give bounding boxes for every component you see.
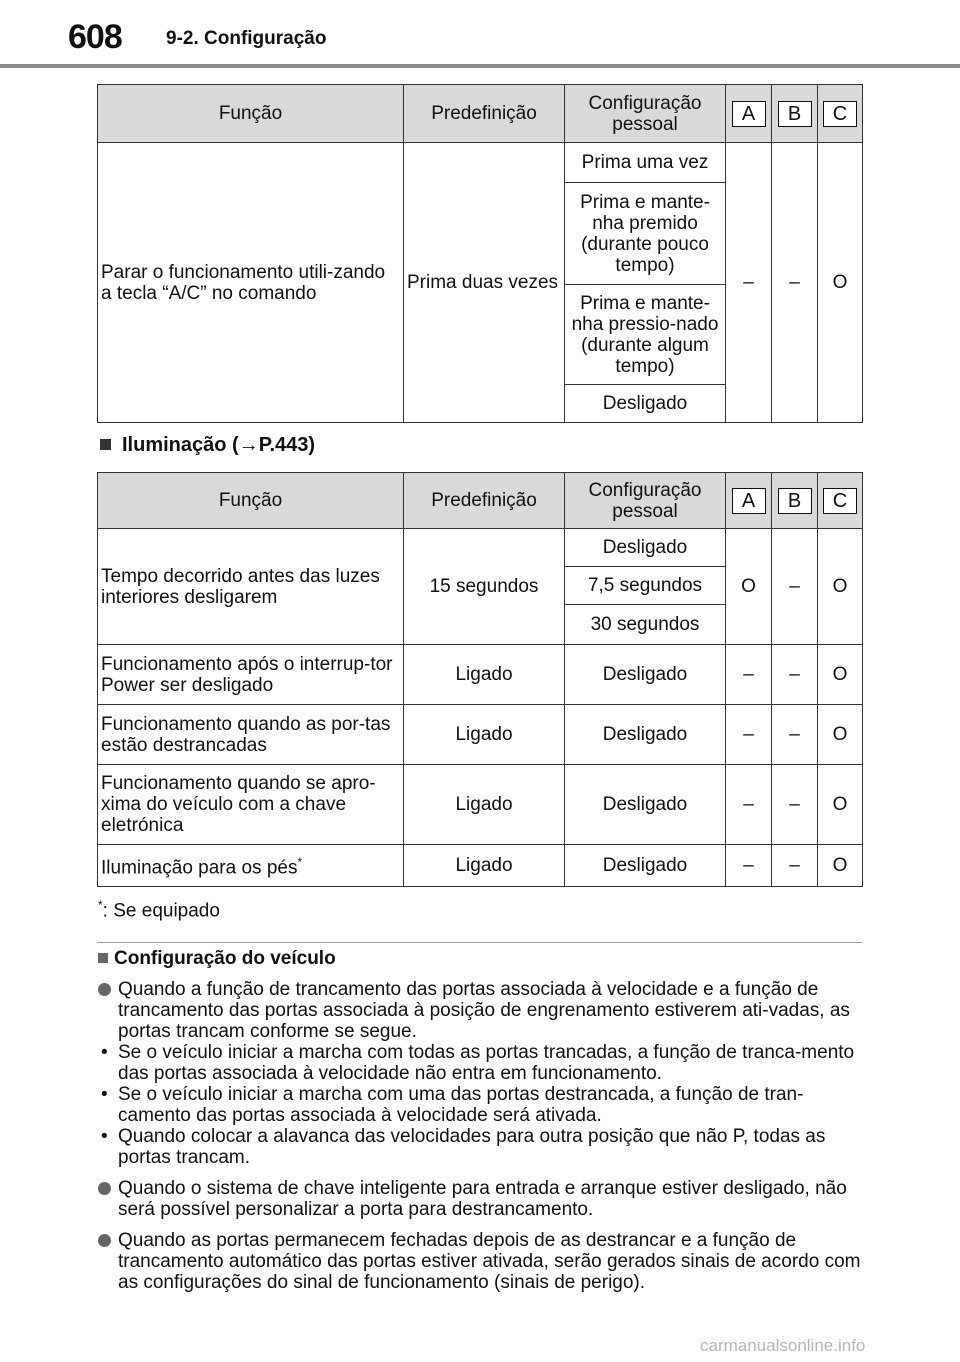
header-config: Configuração pessoal	[565, 85, 726, 143]
cell-a: –	[726, 645, 772, 705]
header-b: B	[772, 473, 818, 529]
header-funcao: Função	[98, 85, 404, 143]
chapter-title: 9-2. Configuração	[166, 28, 327, 49]
header-a: A	[726, 473, 772, 529]
cell-c: O	[818, 845, 863, 887]
cell-option: 30 segundos	[565, 605, 726, 645]
cell-predefinicao: Ligado	[404, 645, 565, 705]
cell-b: –	[772, 845, 818, 887]
cell-option: 7,5 segundos	[565, 567, 726, 605]
cell-option: Prima e mante-nha pressio-nado (durante algum tempo)	[565, 285, 726, 385]
page-header	[0, 0, 960, 66]
cell-a: O	[726, 529, 772, 645]
cell-predefinicao: Ligado	[404, 765, 565, 845]
header-funcao: Função	[98, 473, 404, 529]
sub-item: • Quando colocar a alavanca das velocidades para outra posição que não P, todas as portas trancam.	[101, 1126, 826, 1168]
page-number: 608	[68, 18, 122, 56]
sub-item: • Se o veículo iniciar a marcha com uma das portas destrancada, a função de tran-camento das portas associada à velocidade será ativada.	[101, 1084, 804, 1126]
cell-config: Desligado	[565, 845, 726, 887]
cell-funcao: Funcionamento quando se apro-xima do veículo com a chave eletrónica	[98, 765, 404, 845]
cell-predefinicao: Prima duas vezes	[404, 143, 565, 423]
cell-option: Prima e mante-nha premido (durante pouco tempo)	[565, 183, 726, 285]
footnote: *: Se equipado	[98, 898, 220, 922]
note-item: Quando as portas permanecem fechadas depois de as destrancar e a função de trancamento automático das portas estiver ativada, serão gerados sinais de acordo com as configurações do sinal de funcionamento (sinais de perigo).	[98, 1230, 862, 1293]
cell-option: Prima uma vez	[565, 143, 726, 183]
cell-c: O	[818, 645, 863, 705]
cell-b: –	[772, 705, 818, 765]
cell-funcao: Parar o funcionamento utili-zando a tecla “A/C” no comando	[98, 143, 404, 423]
header-b: B	[772, 85, 818, 143]
cell-config: Desligado	[565, 765, 726, 845]
cell-config: Desligado	[565, 705, 726, 765]
circle-bullet-icon	[98, 1234, 111, 1247]
cell-funcao: Funcionamento após o interrup-tor Power ser desligado	[98, 645, 404, 705]
note-item: Quando o sistema de chave inteligente para entrada e arranque estiver desligado, não será possível personalizar a porta para destrancamento.	[98, 1178, 862, 1220]
header-rule	[0, 64, 960, 68]
header-a: A	[726, 85, 772, 143]
cell-a: –	[726, 143, 772, 423]
sub-item: • Se o veículo iniciar a marcha com todas as portas trancadas, a função de tranca-mento das portas associada à velocidade não entra em funcionamento.	[101, 1042, 855, 1084]
header-c: C	[818, 473, 863, 529]
header-predefinicao: Predefinição	[404, 473, 565, 529]
cell-b: –	[772, 765, 818, 845]
cell-funcao: Iluminação para os pés*	[98, 845, 404, 887]
circle-bullet-icon	[98, 1182, 111, 1195]
cell-funcao: Funcionamento quando as por-tas estão destrancadas	[98, 705, 404, 765]
cell-a: –	[726, 845, 772, 887]
cell-b: –	[772, 529, 818, 645]
note-item: Quando a função de trancamento das portas associada à velocidade e a função de trancamento das portas associada à posição de engrenamento estiverem ati-vadas, as portas trancam conforme se segue. • Se o veículo iniciar a marcha com todas as portas trancadas, a função de tranca-mento das portas associada à velocidade não entra em funcionamento. • Se o veículo iniciar a marcha com uma das portas destrancada, a função de tran-camento das portas associada à velocidade será ativada. • Quando colocar a alavanca das velocidades para outra posição que não P, todas as portas trancam.	[98, 979, 862, 1168]
cell-option: Desligado	[565, 529, 726, 567]
header-predefinicao: Predefinição	[404, 85, 565, 143]
config-table-iluminacao	[97, 472, 863, 887]
arrow-icon: →	[238, 434, 259, 456]
section-title-iluminacao: Iluminação (→P.443)	[100, 434, 315, 457]
header-config: Configuração pessoal	[565, 473, 726, 529]
square-bullet-icon	[100, 439, 111, 450]
cell-b: –	[772, 645, 818, 705]
notes-title: Configuração do veículo	[98, 948, 862, 969]
cell-c: O	[818, 143, 863, 423]
separator-line	[97, 942, 862, 943]
cell-c: O	[818, 765, 863, 845]
cell-option: Desligado	[565, 385, 726, 423]
circle-bullet-icon	[98, 983, 111, 996]
config-table-ac	[97, 84, 863, 423]
cell-a: –	[726, 765, 772, 845]
cell-predefinicao: 15 segundos	[404, 529, 565, 645]
cell-config: Desligado	[565, 645, 726, 705]
cell-predefinicao: Ligado	[404, 845, 565, 887]
footnote-mark: *	[297, 855, 303, 870]
cell-c: O	[818, 529, 863, 645]
cell-b: –	[772, 143, 818, 423]
cell-c: O	[818, 705, 863, 765]
notes-section	[98, 948, 862, 1303]
header-c: C	[818, 85, 863, 143]
square-bullet-icon	[98, 953, 108, 963]
watermark: carmanualsonline.info	[700, 1336, 866, 1355]
cell-predefinicao: Ligado	[404, 705, 565, 765]
cell-a: –	[726, 705, 772, 765]
cell-funcao: Tempo decorrido antes das luzes interiores desligarem	[98, 529, 404, 645]
